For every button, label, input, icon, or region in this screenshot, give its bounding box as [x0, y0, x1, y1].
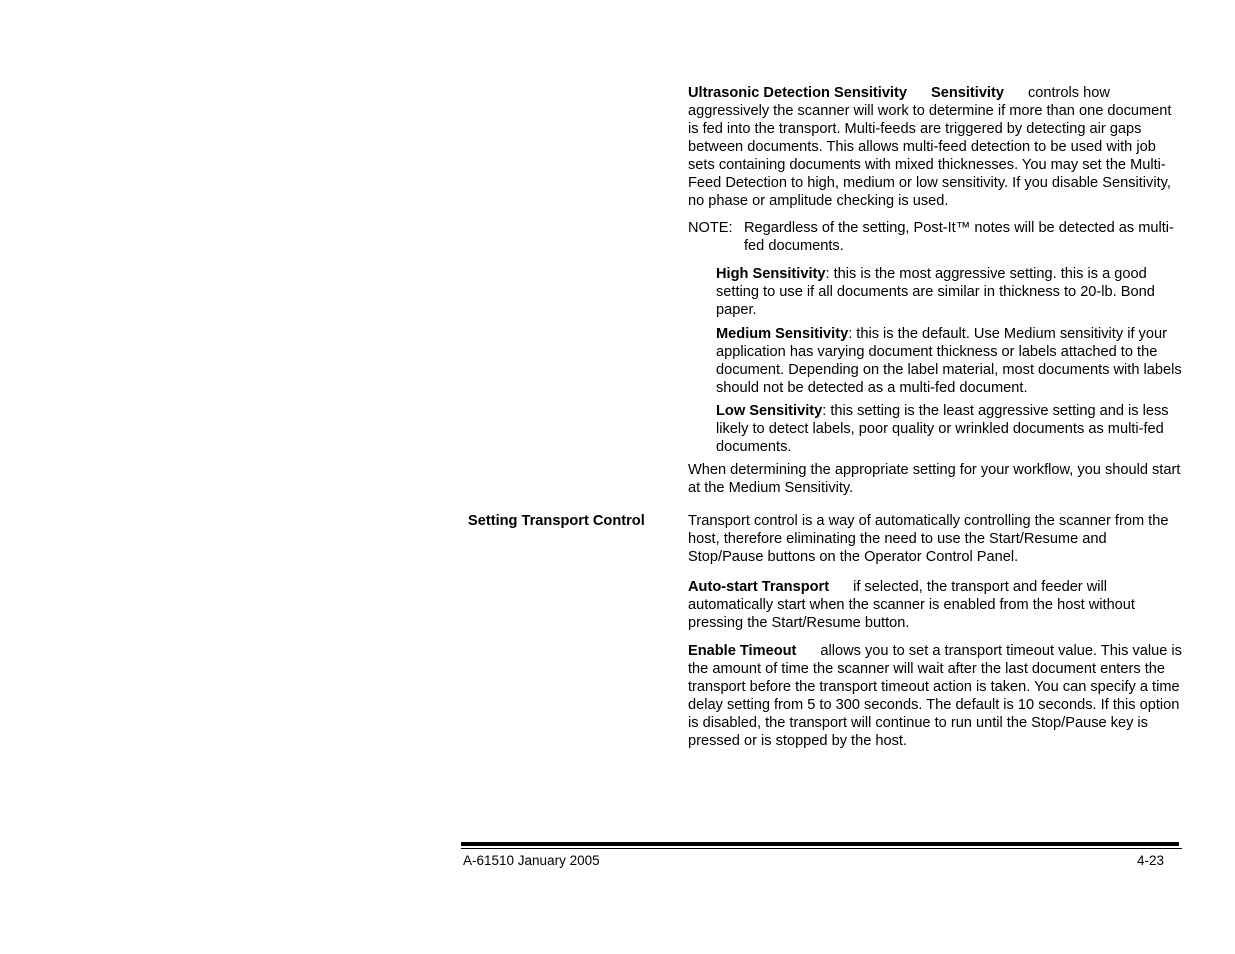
enable-timeout-heading: Enable Timeout	[688, 643, 797, 659]
note-block	[688, 219, 1186, 255]
sensitivity-level-medium	[716, 325, 1186, 397]
ultrasonic-paragraph	[688, 84, 1186, 210]
enable-timeout-section	[688, 642, 1186, 750]
level-name: Low Sensitivity	[716, 403, 823, 419]
note-label: NOTE:	[688, 220, 733, 236]
auto-start-heading: Auto-start Transport	[688, 579, 830, 595]
footer-rule-thin	[461, 848, 1182, 849]
auto-start-text: if selected, the transport and feeder will automatically start when the scanner is enabled from the host without pressing the Start/Resume button.	[688, 579, 1135, 631]
enable-timeout-text: allows you to set a transport timeout value. This value is the amount of time the scanner will wait after the last document enters the transport before the transport timeout action is taken. You can specify a time delay setting from 5 to 300 seconds. The default is 10 seconds. If this option is disabled, the transport will continue to run until the Stop/Pause key is pressed or is stopped by the host.	[688, 643, 1182, 749]
level-name: Medium Sensitivity	[716, 326, 849, 342]
level-name: High Sensitivity	[716, 266, 826, 282]
level-text: : this is the default. Use Medium sensitivity if your application has varying document thickness or labels attached to the document. Depending on the label material, most documents with labels should not be detected as a multi-fed document.	[716, 326, 1182, 396]
recommendation-paragraph: When determining the appropriate setting for your workflow, you should start at the Medium Sensitivity.	[688, 462, 1181, 496]
transport-side-heading: Setting Transport Control	[468, 513, 645, 529]
ultrasonic-heading: Ultrasonic Detection Sensitivity	[688, 85, 907, 101]
sensitivity-level-low	[716, 402, 1186, 456]
ultrasonic-section	[688, 84, 1186, 210]
auto-start-section	[688, 578, 1186, 632]
transport-intro: Transport control is a way of automatically controlling the scanner from the host, therefore eliminating the need to use the Start/Resume and Stop/Pause buttons on the Operator Control Panel.	[688, 513, 1169, 565]
level-text: : this is the most aggressive setting. this is a good setting to use if all documents are similar in thickness to 20-lb. Bond paper.	[716, 266, 1155, 318]
sensitivity-level-high	[716, 265, 1186, 319]
footer-doc-id: A-61510 January 2005	[463, 853, 600, 868]
ultrasonic-body: controls how aggressively the scanner will work to determine if more than one document is fed into the transport. Multi-feeds are triggered by detecting air gaps between documents. This allows multi-feed detection to be used with job sets containing documents with mixed thicknesses. You may set the Multi-Feed Detection to high, medium or low sensitivity. If you disable Sensitivity, no phase or amplitude checking is used.	[688, 85, 1172, 209]
footer-page-number: 4-23	[1137, 853, 1165, 868]
footer-rule	[461, 842, 1179, 846]
sensitivity-lead: Sensitivity	[930, 85, 1004, 101]
note-text: Regardless of the setting, Post-It™ notes will be detected as multi-fed documents.	[744, 220, 1174, 254]
level-text: : this setting is the least aggressive setting and is less likely to detect labels, poor quality or wrinkled documents as multi-fed documents.	[716, 403, 1169, 455]
